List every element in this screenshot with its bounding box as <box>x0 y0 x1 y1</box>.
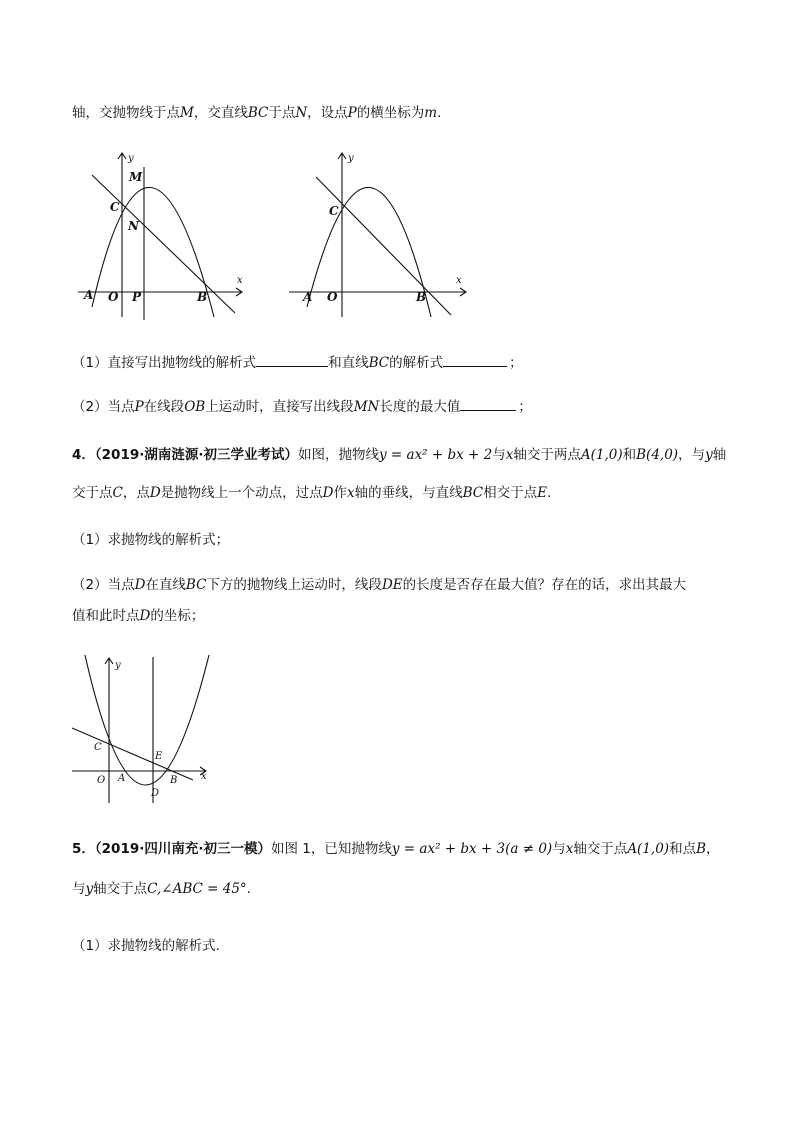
text: 和 <box>622 447 637 463</box>
problem-5-line2 <box>72 880 251 898</box>
answer-blank-parabola[interactable] <box>256 353 328 367</box>
label-p: P <box>132 290 142 304</box>
text: 如图 1，已知抛物线 <box>271 841 392 857</box>
text: 交于点 <box>72 485 113 501</box>
text: . <box>437 105 442 121</box>
text: （2）当点 <box>72 399 135 415</box>
text: 轴交于点 <box>93 881 148 897</box>
problem-5-line1 <box>72 840 720 858</box>
parabola <box>85 655 209 785</box>
problem-source: （2019·湖南涟源·初三学业考试） <box>94 447 298 463</box>
q4-part2-line1 <box>72 576 686 594</box>
label-y: y <box>128 153 134 164</box>
label-b: B <box>170 775 178 786</box>
text: . <box>547 485 552 501</box>
text: ， <box>706 841 720 857</box>
text: ，与 <box>678 447 706 463</box>
line-bc <box>72 728 193 780</box>
answer-blank-line[interactable] <box>443 353 507 367</box>
label-a: A <box>118 773 126 784</box>
text: 和直线 <box>328 355 369 371</box>
label-c: C <box>329 204 339 218</box>
equation: y = ax² + bx + 2 <box>379 447 493 463</box>
text: 长度的最大值 <box>379 399 461 415</box>
text: ，点 <box>122 485 150 501</box>
math: D <box>134 577 146 593</box>
label-y: y <box>348 153 354 164</box>
text: 的坐标； <box>150 608 205 624</box>
q4-part2-line2 <box>72 607 204 625</box>
math: DE <box>381 577 403 593</box>
text: 的解析式 <box>389 355 444 371</box>
problem-number: 4． <box>72 447 95 463</box>
text: ，设点 <box>307 105 348 121</box>
label-x: x <box>201 771 207 782</box>
text: 和点 <box>669 841 697 857</box>
parabola <box>307 187 431 317</box>
math: D <box>149 485 161 501</box>
math: x <box>505 447 514 463</box>
figure-2 <box>285 145 475 320</box>
text: （1）直接写出抛物线的解析式 <box>72 355 257 371</box>
label-o: O <box>97 775 106 786</box>
figure-1 <box>70 145 260 320</box>
problem-4-line1 <box>72 446 726 464</box>
q3-part1 <box>72 353 523 372</box>
math: BC <box>247 105 269 121</box>
text: 轴交于点 <box>573 841 628 857</box>
label-b: B <box>416 290 427 304</box>
intro-line <box>72 104 441 122</box>
math: y <box>705 447 713 463</box>
problem-4-line2 <box>72 484 551 502</box>
q5-part1 <box>72 937 220 955</box>
label-y: y <box>115 660 121 671</box>
label-c: C <box>94 742 102 753</box>
text: （1）求抛物线的解析式； <box>72 532 230 548</box>
figure-3 <box>68 655 218 805</box>
label-c: C <box>110 200 120 214</box>
text: 轴，交抛物线于点 <box>72 105 180 121</box>
label-a: A <box>303 290 313 304</box>
math: M <box>180 105 194 121</box>
label-x: x <box>237 275 243 286</box>
text: 下方的抛物线上运动时，线段 <box>206 577 382 593</box>
label-a: A <box>84 288 94 302</box>
answer-blank-max[interactable] <box>460 397 516 411</box>
text: 是抛物线上一个动点，过点 <box>160 485 323 501</box>
text: 与 <box>72 881 86 897</box>
label-n: N <box>128 219 139 233</box>
text: （2）当点 <box>72 577 135 593</box>
math: P <box>134 399 144 415</box>
problem-source: （2019·四川南充·初三一模） <box>94 841 271 857</box>
math: D <box>139 608 151 624</box>
math: N <box>295 105 308 121</box>
problem-number: 5． <box>72 841 95 857</box>
text: 与 <box>552 841 566 857</box>
point-a: A(1,0) <box>580 447 623 463</box>
text: 的横坐标为 <box>356 105 425 121</box>
math: MN <box>353 399 380 415</box>
math: BC <box>368 355 390 371</box>
math: C <box>112 485 123 501</box>
math: x <box>565 841 574 857</box>
math: OB <box>184 399 206 415</box>
label-o: O <box>327 290 338 304</box>
text: 在直线 <box>145 577 186 593</box>
math: B <box>696 841 706 857</box>
text: 与 <box>492 447 506 463</box>
label-m: M <box>129 170 143 184</box>
label-x: x <box>456 275 462 286</box>
text: 轴交于两点 <box>513 447 581 463</box>
math: y <box>85 881 94 897</box>
math: m <box>424 105 438 121</box>
label-b: B <box>197 290 208 304</box>
point-b: B(4,0) <box>636 447 679 463</box>
text: 如图，抛物线 <box>298 447 379 463</box>
text: ； <box>518 399 532 415</box>
text: 轴 <box>712 447 727 463</box>
math: BC <box>185 577 207 593</box>
text: 作 <box>333 485 347 501</box>
math: D <box>322 485 334 501</box>
text: 在线段 <box>143 399 185 415</box>
label-d: D <box>151 788 160 799</box>
text: （1）求抛物线的解析式. <box>72 938 220 954</box>
text: 相交于点 <box>483 485 538 501</box>
text: ，交直线 <box>193 105 248 121</box>
text: 上运动时，直接写出线段 <box>205 399 354 415</box>
label-o: O <box>108 290 119 304</box>
label-e: E <box>155 751 163 762</box>
point-a: A(1,0) <box>627 841 670 857</box>
text: . <box>246 881 251 897</box>
equation: C,∠ABC = 45° <box>147 881 247 897</box>
math: P <box>347 105 357 121</box>
equation: y = ax² + bx + 3(a ≠ 0) <box>391 841 553 857</box>
text: 于点 <box>268 105 296 121</box>
q4-part1 <box>72 531 229 549</box>
math: BC <box>462 485 484 501</box>
text: 轴的垂线，与直线 <box>354 485 463 501</box>
q3-part2 <box>72 397 532 416</box>
math: x <box>347 485 355 501</box>
text: 的长度是否存在最大值？存在的话，求出其最大 <box>402 577 687 593</box>
text: ； <box>509 355 523 371</box>
text: 值和此时点 <box>72 608 140 624</box>
math: E <box>537 485 547 501</box>
